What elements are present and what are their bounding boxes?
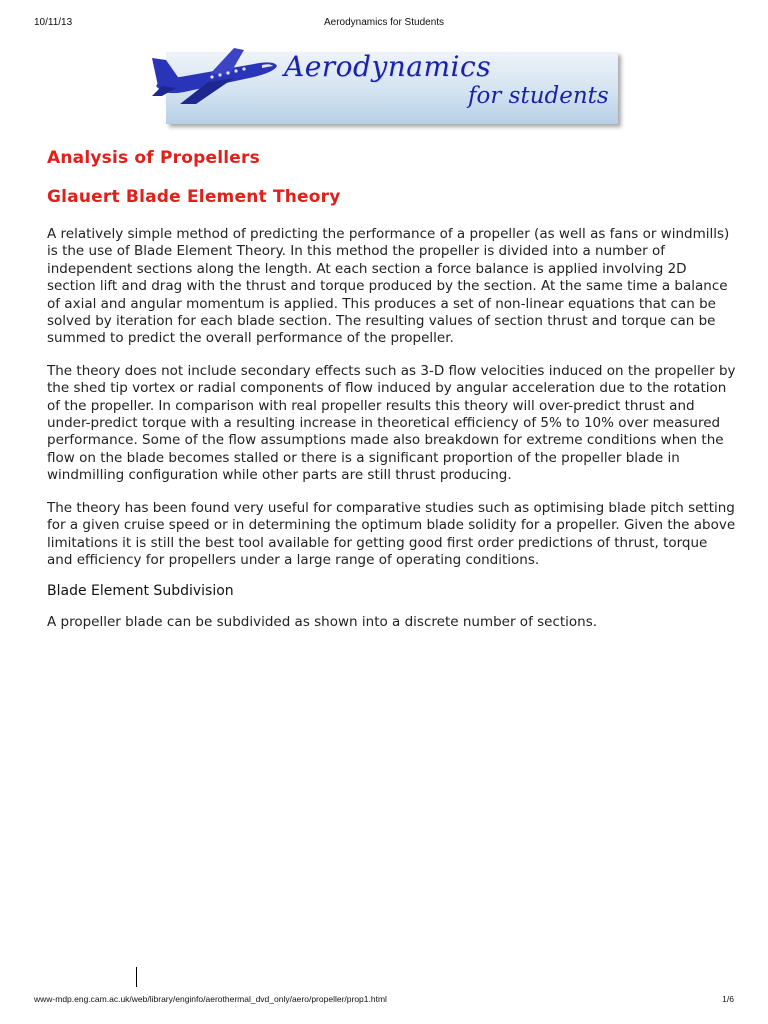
airplane-icon <box>150 44 280 106</box>
print-footer <box>34 994 734 1008</box>
paragraph-usefulness: The theory has been found very useful for comparative studies such as optimising blade pitch setting for a given cruise speed or in determining the optimum blade solidity for a propeller. Given the above limitations it is still the best tool available for getting good first order predictions of thrust, torque and efficiency for propellers under a large range of operating conditions. <box>47 499 736 568</box>
print-header <box>34 17 734 31</box>
page-url: www-mdp.eng.cam.ac.uk/web/library/enginfo/aerothermal_dvd_only/aero/propeller/prop1.html <box>34 994 387 1004</box>
article-content <box>47 148 737 632</box>
text-cursor <box>136 967 137 987</box>
paragraph-subdivision: A propeller blade can be subdivided as shown into a discrete number of sections. <box>47 614 598 631</box>
banner-title: Aerodynamics <box>284 50 492 83</box>
print-page-title: Aerodynamics for Students <box>323 17 445 28</box>
section-heading: Glauert Blade Element Theory <box>47 187 341 207</box>
paragraph-limitations: The theory does not include secondary effects such as 3-D flow velocities induced on the propeller by the shed tip vortex or radial components of flow induced by angular acceleration due to the rotation of the propeller. In comparison with real propeller results this theory will over-predict thrust and under-predict torque with a resulting increase in theoretical efficiency of 5% to 10% over measured performance. Some of the flow assumptions made also breakdown for extreme conditions when the flow on the blade becomes stalled or there is a significant proportion of the propeller blade in windmilling configuration while other parts are still thrust producing. <box>47 362 736 484</box>
subsection-heading: Blade Element Subdivision <box>47 583 234 600</box>
page-number: 1/6 <box>722 994 734 1004</box>
print-date: 10/11/13 <box>34 17 73 28</box>
banner-subtitle: for students <box>468 83 609 109</box>
page-heading: Analysis of Propellers <box>47 148 260 168</box>
paragraph-intro: A relatively simple method of predicting the performance of a propeller (as well as fans or windmills) is the use of Blade Element Theory. In this method the propeller is divided into a number of independent sections along the length. At each section a force balance is applied involving 2D section lift and drag with the thrust and torque produced by the section. At the same time a balance of axial and angular momentum is applied. This produces a set of non-linear equations that can be solved by iteration for each blade section. The resulting values of section thrust and torque can be summed to predict the overall performance of the propeller. <box>47 226 730 347</box>
